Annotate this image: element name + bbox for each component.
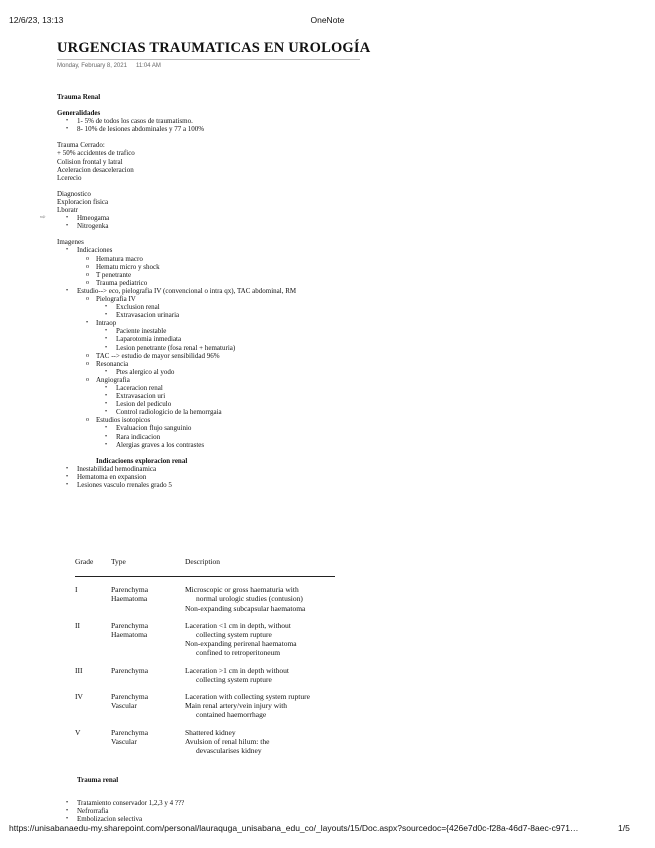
grade-cell: V [75,727,81,737]
bullet-list [57,255,357,287]
type-cell [111,613,185,658]
list-item: • Inestabilidad hemodinamica [57,465,357,473]
page-time: 11:04 AM [135,63,161,69]
table-row [75,720,335,756]
print-datetime: 12/6/23, 13:13 [9,15,64,25]
grade-table [75,557,335,755]
section-heading: Trauma Renal [57,93,101,101]
text-line: Lboratr [57,206,78,215]
list-item: • Laceracion renal [57,384,357,392]
bullet-list [57,352,357,368]
list-item: • Ptes alergico al yodo [57,368,357,376]
print-app-name: OneNote [310,15,345,25]
type-line: Parenchyma [111,665,149,675]
desc-line: Non-expanding perirenal haematoma [185,639,297,649]
note-content [57,93,357,489]
subheading: Trauma renal [77,776,119,784]
bullet-list [57,303,357,319]
list-item: o Angiografia [57,376,357,384]
text-line: + 50% accidentes de trafico [57,149,135,158]
subheading: Indicacioens exploracion renal [96,456,188,465]
grade-cell: II [75,620,80,630]
column-header: Type [111,557,185,577]
list-item: • Indicaciones [57,246,357,254]
bullet-list [57,376,357,384]
bullet-list [57,295,357,303]
type-line: Haematoma [111,594,148,604]
list-item: • Embolizacion selectiva [57,815,357,823]
type-line: Vascular [111,701,137,711]
list-item: o Trauma pediatrico [57,279,357,287]
table-row [75,684,335,720]
trauma-renal-treatment [57,769,357,823]
subheading: Generalidades [57,109,101,118]
desc-line: Avulsion of renal hilum: the [185,736,270,746]
bullet-list [57,287,357,295]
grade-cell: IV [75,692,83,702]
list-item: • 1- 5% de todos los casos de traumatismo. [57,117,357,125]
text-line: Lcerecio [57,173,82,182]
list-item: • Extravasacion urinaria [57,311,357,319]
list-item: • Lesiones vasculo rrenales grado 5 [57,481,357,489]
list-item: o T penetrante [57,271,357,279]
print-header [0,15,655,29]
grade-cell: I [75,585,78,595]
list-item: • Hematoma en expansion [57,473,357,481]
arrow-icon: ⇨ [40,213,46,221]
desc-line: contained haemorrhage [196,710,267,720]
list-item: • 8- 10% de lesiones abdominales y 77 a 100% [57,125,357,133]
bullet-list [57,424,357,448]
desc-line: collecting system rupture [196,630,272,640]
text-line: Diagnostico [57,189,91,198]
text-line: Exploracion fisica [57,197,109,206]
list-item: • Estudio--> eco, pielografia IV (convencional o intra qx), TAC abdominal, RM [57,287,357,295]
table-row [75,658,335,684]
desc-line: Laceration with collecting system rupture [185,692,310,702]
bullet-list [57,246,357,254]
desc-line: confined to retroperitoneum [196,648,281,658]
description-cell [185,613,335,658]
bullet-list [57,799,357,823]
type-cell [111,720,185,756]
type-line: Parenchyma [111,585,149,595]
desc-line: devascularises kidney [196,746,262,756]
page-date: Monday, February 8, 2021 [57,63,127,69]
bullet-list [57,368,357,376]
list-item: • Control radiologicio de la hemorrgaia [57,408,357,416]
text-line: Colision frontal y latral [57,157,123,166]
description-cell [185,684,335,720]
bullet-list [57,384,357,416]
table-row [75,577,335,613]
page-title: URGENCIAS TRAUMATICAS EN UROLOGÍA [57,40,371,56]
desc-line: Laceration >1 cm in depth without [185,665,289,675]
list-item: • Tratamiento conservador 1,2,3 y 4 ??? [57,799,357,807]
column-header: Description [185,557,335,577]
list-item: • Lesion penetrante (fosa renal + hematuria) [57,344,357,352]
bullet-list [57,117,357,133]
table-header-row [75,557,335,577]
column-header: Grade [75,557,111,577]
desc-line: normal urologic studies (contusion) [196,594,303,604]
list-item: • Nitrogenka [57,222,357,230]
desc-line: Microscopic or gross haematuria with [185,585,299,595]
bullet-list [57,319,357,327]
bullet-list [57,327,357,351]
type-line: Parenchyma [111,692,149,702]
text-line: Trauma Cerrado: [57,141,105,150]
list-item: • Hmeogama [57,214,357,222]
table-row [75,613,335,658]
list-item: • Alergias graves a los contrastes [57,441,357,449]
list-item: • Intraop [57,319,357,327]
type-cell [111,658,185,684]
type-line: Parenchyma [111,727,149,737]
list-item: o Resonancia [57,360,357,368]
bullet-list [57,214,357,230]
list-item: • Rara indicacion [57,433,357,441]
type-line: Parenchyma [111,620,149,630]
type-line: Vascular [111,736,137,746]
list-item: • Lesion del pediculo [57,400,357,408]
type-cell [111,684,185,720]
text-line: Aceleracion desaceleracion [57,165,134,174]
desc-line: collecting system rupture [196,674,272,684]
list-item: o TAC --> estudio de mayor sensibilidad 96% [57,352,357,360]
type-cell [111,577,185,613]
list-item: • Evaluacion flujo sanguinio [57,424,357,432]
bullet-list [57,465,357,489]
desc-line: Non-expanding subcapsular haematoma [185,603,306,613]
list-item: • Laparotomia inmediata [57,335,357,343]
list-item: o Estudios isotopicos [57,416,357,424]
desc-line: Shattered kidney [185,727,236,737]
list-item: o Pielografia IV [57,295,357,303]
list-item: o Hematu micro y shock [57,263,357,271]
desc-line: Main renal artery/vein injury with [185,701,288,711]
page-date-time [57,63,161,69]
page-url: https://unisabanaedu-my.sharepoint.com/personal/lauraquga_unisabana_edu_co/_layouts/15/Doc.aspx?sourcedoc={426e7d0c-f28a-46d7-8aec-c971… [9,823,579,833]
type-line: Haematoma [111,630,148,640]
grade-cell: III [75,665,83,675]
list-item: • Exclusion renal [57,303,357,311]
list-item: • Paciente inestable [57,327,357,335]
title-divider [57,59,360,60]
list-item: • Extravasacion uri [57,392,357,400]
description-cell [185,577,335,613]
bullet-list [57,416,357,424]
description-cell [185,720,335,756]
text-line: Imagenes [57,238,84,247]
list-item: • Nefrorrafia [57,807,357,815]
desc-line: Laceration <1 cm in depth, without [185,620,291,630]
page-number: 1/5 [618,823,630,833]
description-cell [185,658,335,684]
list-item: o Hematura macro [57,255,357,263]
